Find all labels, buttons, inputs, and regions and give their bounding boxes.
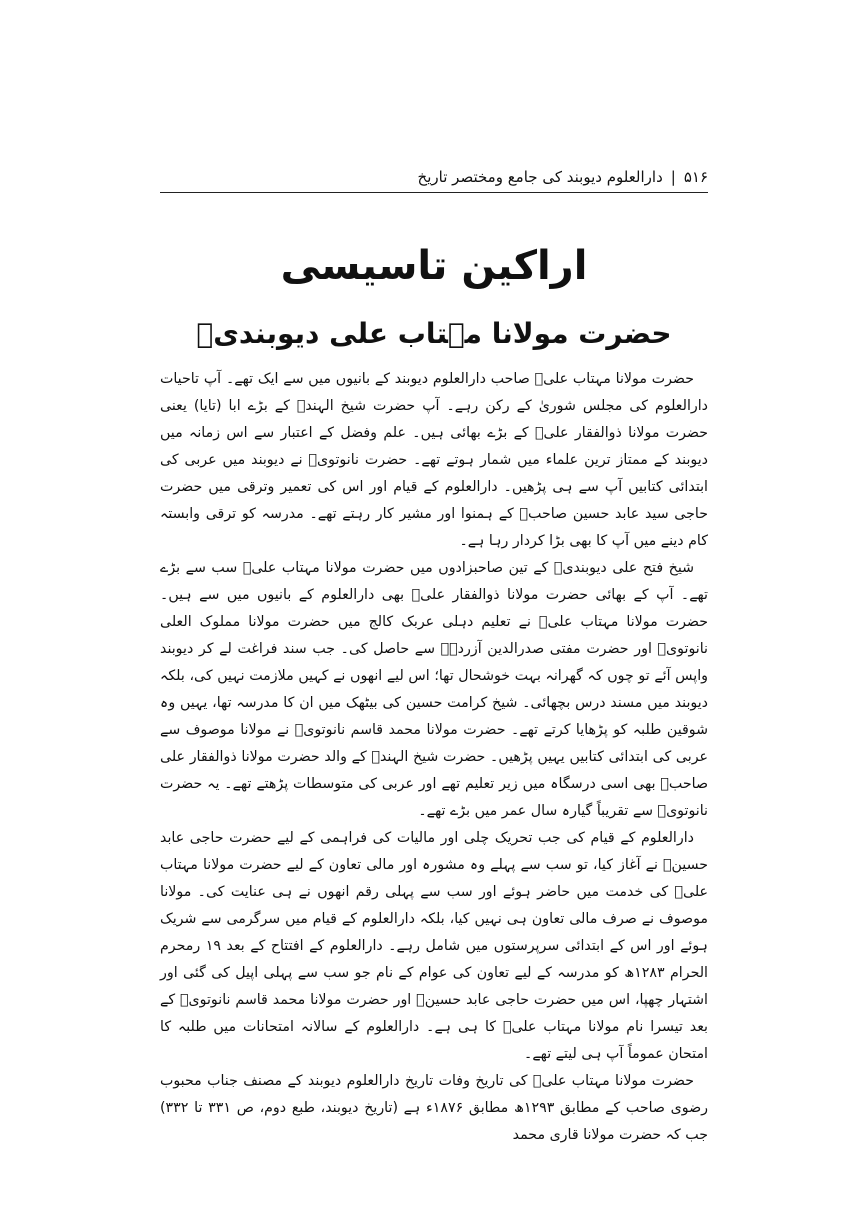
paragraph: حضرت مولانا مہتاب علیؒ کی تاریخ وفات تاریخ دارالعلوم دیوبند کے مصنف جناب محبوب رضوی صاحب کے مطابق ۱۲۹۳ھ مطابق ۱۸۷۶ء ہے (تاریخ دیوبند، طبع دوم، ص ۳۳۱ تا ۳۳۲) جب کہ حضرت مولانا قاری محمد <box>160 1073 708 1143</box>
paragraph: حضرت مولانا مہتاب علیؒ صاحب دارالعلوم دیوبند کے بانیوں میں سے ایک تھے۔ آپ تاحیات دارالعلوم کی مجلس شوریٰ کے رکن رہے۔ آپ حضرت شیخ الہندؒ کے بڑے ابا (تایا) یعنی حضرت مولانا ذوالفقار علیؒ کے بڑے بھائی ہیں۔ علم وفضل کے اعتبار سے اس زمانہ میں دیوبند کے ممتاز ترین علماء میں شمار ہوتے تھے۔ حضرت نانوتویؒ نے دیوبند میں عربی کی ابتدائی کتابیں آپ سے ہی پڑھیں۔ دارالعلوم کے قیام اور اس کی تعمیر وترقی میں حضرت حاجی سید عابد حسین صاحبؒ کے ہمنوا اور مشیر کار رہتے تھے۔ مدرسہ کو ترقی وابستہ کام دینے میں آپ کا بھی بڑا کردار رہا ہے۔ <box>160 371 708 549</box>
body-text <box>160 366 708 1149</box>
header-rule <box>160 192 708 193</box>
page-header <box>160 166 708 188</box>
chapter-title: اراکین تاسیسی <box>280 243 588 289</box>
book-title: دارالعلوم دیوبند کی جامع ومختصر تاریخ <box>417 168 663 186</box>
page-number: ۵۱۶ <box>683 168 708 186</box>
section-title: حضرت مولانا مہتاب علی دیوبندیؒ <box>196 317 672 350</box>
paragraph: دارالعلوم کے قیام کی جب تحریک چلی اور مالیات کی فراہمی کے لیے حضرت حاجی عابد حسینؒ نے آغاز کیا، تو سب سے پہلے وہ مشورہ اور مالی تعاون کے لیے حضرت مولانا مہتاب علیؒ کی خدمت میں حاضر ہوئے اور سب سے پہلی رقم انھوں نے ہی عنایت کی۔ مولانا موصوف نے صرف مالی تعاون ہی نہیں کیا، بلکہ دارالعلوم کے قیام میں سرگرمی سے شریک ہوئے اور اس کے ابتدائی سرپرستوں میں شامل رہے۔ دارالعلوم کے افتتاح کے بعد ۱۹ رمحرم الحرام ۱۲۸۳ھ کو مدرسہ کے لیے تعاون کی عوام کے نام جو سب سے پہلی اپیل کی گئی اور اشتہار چھپا، اس میں حضرت حاجی عابد حسینؒ اور حضرت مولانا محمد قاسم نانوتویؒ کے بعد تیسرا نام مولانا مہتاب علیؒ کا ہی ہے۔ دارالعلوم کے سالانہ امتحانات میں طلبہ کا امتحان عموماً آپ ہی لیتے تھے۔ <box>160 830 708 1062</box>
header-separator: | <box>670 168 676 186</box>
paragraph: شیخ فتح علی دیوبندیؒ کے تین صاحبزادوں میں حضرت مولانا مہتاب علیؒ سب سے بڑے تھے۔ آپ کے بھائی حضرت مولانا ذوالفقار علیؒ بھی دارالعلوم کے بانیوں میں سے ہیں۔ حضرت مولانا مہتاب علیؒ نے تعلیم دہلی عربک کالج میں حضرت مولانا مملوک العلی نانوتویؒ اور حضرت مفتی صدرالدین آزردہؒ سے حاصل کی۔ جب سند فراغت لے کر دیوبند واپس آئے تو چوں کہ گھرانہ بہت خوشحال تھا؛ اس لیے انھوں نے کہیں ملازمت نہیں کی، بلکہ دیوبند میں مسند درس بچھائی۔ شیخ کرامت حسین کی بیٹھک میں ان کا مدرسہ تھا، یہیں وہ شوقین طلبہ کو پڑھایا کرتے تھے۔ حضرت مولانا محمد قاسم نانوتویؒ نے مولانا موصوف سے عربی کی ابتدائی کتابیں یہیں پڑھیں۔ حضرت شیخ الہندؒ کے والد حضرت مولانا ذوالفقار علی صاحبؒ بھی اسی درسگاہ میں زیر تعلیم تھے اور عربی کی متوسطات پڑھتے تھے۔ یہ حضرت نانوتویؒ سے تقریباً گیارہ سال عمر میں بڑے تھے۔ <box>160 560 708 819</box>
